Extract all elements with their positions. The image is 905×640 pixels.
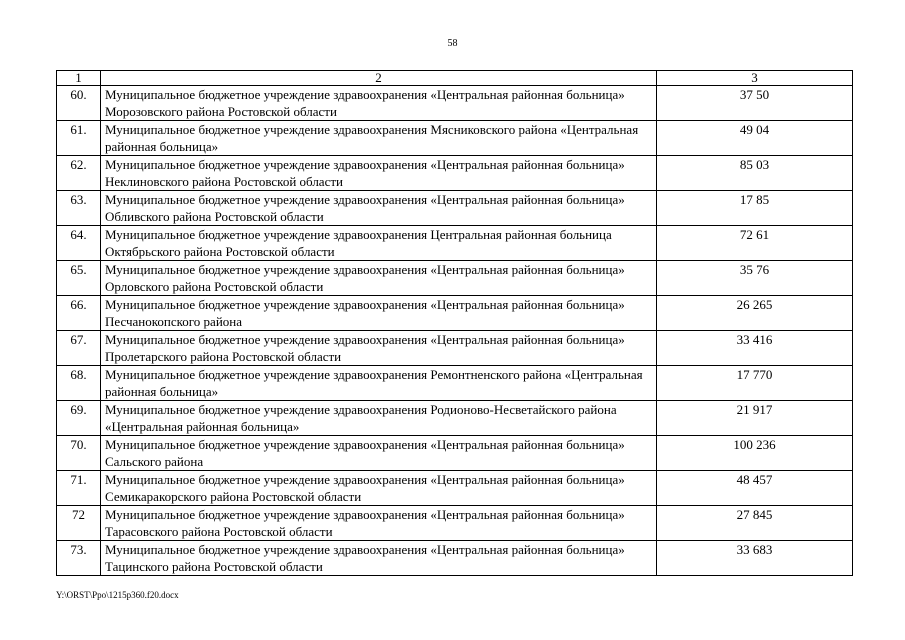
row-number: 72 bbox=[57, 506, 101, 541]
institution-name: Муниципальное бюджетное учреждение здравоохранения «Центральная районная больница» Сальского района bbox=[101, 436, 657, 471]
column-header-2: 2 bbox=[101, 71, 657, 86]
amount-value: 21 917 bbox=[657, 401, 853, 436]
row-number: 67. bbox=[57, 331, 101, 366]
column-header-3: 3 bbox=[657, 71, 853, 86]
table-row bbox=[57, 506, 853, 541]
table-row bbox=[57, 86, 853, 121]
row-number: 62. bbox=[57, 156, 101, 191]
table-row bbox=[57, 366, 853, 401]
row-number: 69. bbox=[57, 401, 101, 436]
amount-value: 48 457 bbox=[657, 471, 853, 506]
page-number: 58 bbox=[447, 38, 458, 49]
institution-name: Муниципальное бюджетное учреждение здравоохранения «Центральная районная больница» Тацинского района Ростовской области bbox=[101, 541, 657, 576]
amount-value: 33 683 bbox=[657, 541, 853, 576]
amount-value: 49 04 bbox=[657, 121, 853, 156]
table-row bbox=[57, 331, 853, 366]
table-header-row bbox=[57, 71, 853, 86]
amount-value: 26 265 bbox=[657, 296, 853, 331]
table-row bbox=[57, 156, 853, 191]
institution-name: Муниципальное бюджетное учреждение здравоохранения «Центральная районная больница» Неклиновского района Ростовской области bbox=[101, 156, 657, 191]
row-number: 60. bbox=[57, 86, 101, 121]
amount-value: 37 50 bbox=[657, 86, 853, 121]
table-row bbox=[57, 191, 853, 226]
amount-value: 17 85 bbox=[657, 191, 853, 226]
row-number: 68. bbox=[57, 366, 101, 401]
table-row bbox=[57, 261, 853, 296]
institution-name: Муниципальное бюджетное учреждение здравоохранения Ремонтненского района «Центральная районная больница» bbox=[101, 366, 657, 401]
row-number: 73. bbox=[57, 541, 101, 576]
row-number: 66. bbox=[57, 296, 101, 331]
row-number: 63. bbox=[57, 191, 101, 226]
amount-value: 27 845 bbox=[657, 506, 853, 541]
institution-name: Муниципальное бюджетное учреждение здравоохранения «Центральная районная больница» Обливского района Ростовской области bbox=[101, 191, 657, 226]
row-number: 70. bbox=[57, 436, 101, 471]
institution-name: Муниципальное бюджетное учреждение здравоохранения «Центральная районная больница» Песчанокопского района bbox=[101, 296, 657, 331]
institution-name: Муниципальное бюджетное учреждение здравоохранения «Центральная районная больница» Орловского района Ростовской области bbox=[101, 261, 657, 296]
amount-value: 85 03 bbox=[657, 156, 853, 191]
footer-file-path: Y:\ORST\Ppo\1215p360.f20.docx bbox=[56, 590, 179, 600]
amount-value: 35 76 bbox=[657, 261, 853, 296]
institution-name: Муниципальное бюджетное учреждение здравоохранения Родионово-Несветайского района «Центральная районная больница» bbox=[101, 401, 657, 436]
row-number: 64. bbox=[57, 226, 101, 261]
amount-value: 17 770 bbox=[657, 366, 853, 401]
table-row bbox=[57, 471, 853, 506]
amount-value: 72 61 bbox=[657, 226, 853, 261]
institution-name: Муниципальное бюджетное учреждение здравоохранения «Центральная районная больница» Пролетарского района Ростовской области bbox=[101, 331, 657, 366]
amount-value: 100 236 bbox=[657, 436, 853, 471]
institution-name: Муниципальное бюджетное учреждение здравоохранения Центральная районная больница Октябрьского района Ростовской области bbox=[101, 226, 657, 261]
institution-name: Муниципальное бюджетное учреждение здравоохранения Мясниковского района «Центральная районная больница» bbox=[101, 121, 657, 156]
institution-name: Муниципальное бюджетное учреждение здравоохранения «Центральная районная больница» Морозовского района Ростовской области bbox=[101, 86, 657, 121]
amount-value: 33 416 bbox=[657, 331, 853, 366]
row-number: 71. bbox=[57, 471, 101, 506]
institution-name: Муниципальное бюджетное учреждение здравоохранения «Центральная районная больница» Семикаракорского района Ростовской области bbox=[101, 471, 657, 506]
table-row bbox=[57, 401, 853, 436]
institution-name: Муниципальное бюджетное учреждение здравоохранения «Центральная районная больница» Тарасовского района Ростовской области bbox=[101, 506, 657, 541]
table-row bbox=[57, 226, 853, 261]
table-row bbox=[57, 296, 853, 331]
hospital-funding-table bbox=[56, 70, 853, 576]
row-number: 65. bbox=[57, 261, 101, 296]
table-row bbox=[57, 541, 853, 576]
table-row bbox=[57, 121, 853, 156]
row-number: 61. bbox=[57, 121, 101, 156]
table-row bbox=[57, 436, 853, 471]
column-header-1: 1 bbox=[57, 71, 101, 86]
